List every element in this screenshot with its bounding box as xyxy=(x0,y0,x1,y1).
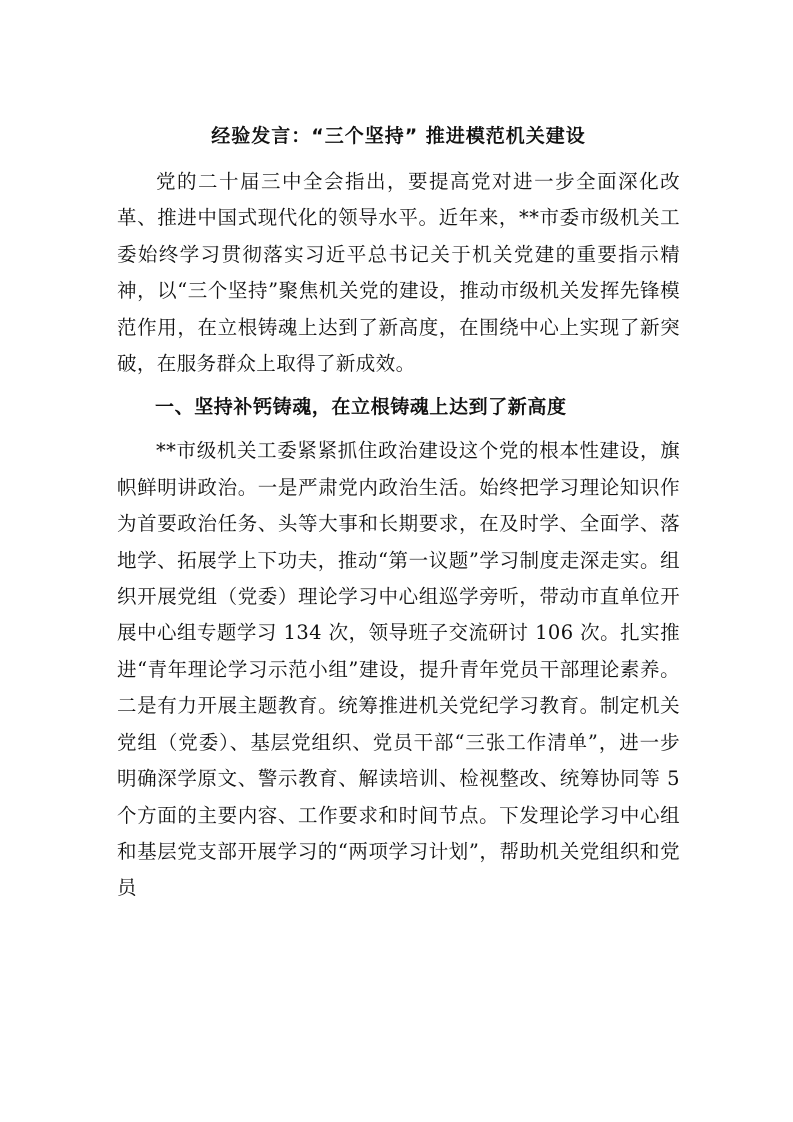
document-title: 经验发言：“三个坚持” 推进模范机关建设 xyxy=(211,125,586,147)
document-body xyxy=(117,118,680,907)
section-paragraph: **市级机关工委紧紧抓住政治建设这个党的根本性建设，旗帜鲜明讲政治。一是严肃党内政治生活。始终把学习理论知识作为首要政治任务、头等大事和长期要求，在及时学、全面学、落地学、拓展学上下功夫，推动“第一议题”学习制度走深走实。组织开展党组（党委）理论学习中心组巡学旁听，带动市直单位开展中心组专题学习 134 次，领导班子交流研讨 106 次。扎实推进“青年理论学习示范小组”建设，提升青年党员干部理论素养。二是有力开展主题教育。统筹推进机关党纪学习教育。制定机关党组（党委）、基层党组织、党员干部“三张工作清单”，进一步明确深学原文、警示教育、解读培训、检视整改、统筹协同等 5 个方面的主要内容、工作要求和时间节点。下发理论学习中心组和基层党支部开展学习的“两项学习计划”，帮助机关党组织和党员 xyxy=(117,439,680,900)
section-heading: 一、坚持补钙铸魂，在立根铸魂上达到了新高度 xyxy=(155,396,567,419)
intro-paragraph: 党的二十届三中全会指出，要提高党对进一步全面深化改革、推进中国式现代化的领导水平。近年来，**市委市级机关工委始终学习贯彻落实习近平总书记关于机关党建的重要指示精神，以“三个坚持”聚焦机关党的建设，推动市级机关发挥先锋模范作用，在立根铸魂上达到了新高度，在围绕中心上实现了新突破，在服务群众上取得了新成效。 xyxy=(117,170,680,376)
